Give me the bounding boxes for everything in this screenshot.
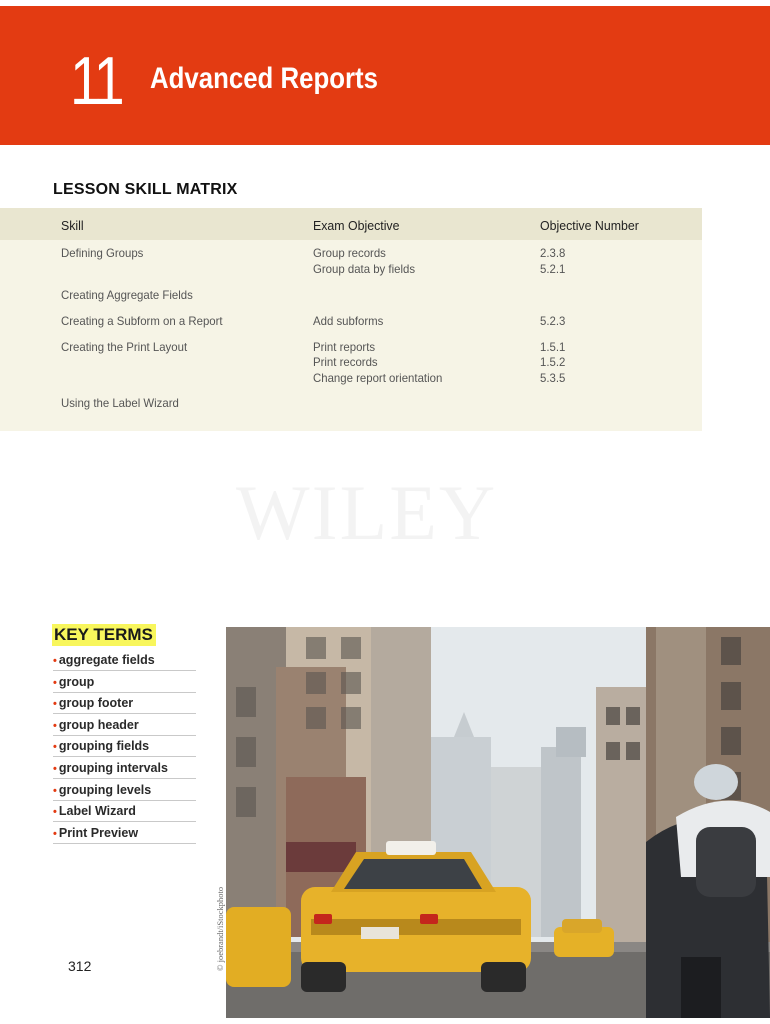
city-street-photo	[226, 627, 770, 1018]
bullet-icon: •	[53, 784, 57, 797]
key-term-label: aggregate fields	[58, 653, 155, 667]
bullet-icon: •	[53, 806, 57, 819]
key-term-item	[53, 650, 196, 671]
skill-cell: Using the Label Wizard	[61, 396, 179, 410]
key-term-label: group footer	[58, 696, 134, 711]
key-terms-title: KEY TERMS	[52, 624, 156, 646]
key-term-item	[53, 823, 196, 844]
objective-cell: Print records	[313, 355, 378, 369]
bullet-icon: •	[53, 741, 57, 754]
objective-number-cell: 1.5.2	[540, 355, 566, 369]
bullet-icon: •	[53, 762, 57, 775]
skill-matrix-table	[0, 208, 702, 431]
objective-number-cell: 5.2.3	[540, 314, 566, 328]
publisher-watermark: WILEY	[236, 469, 498, 556]
objective-cell: Group records	[313, 246, 386, 260]
skill-matrix-header-row	[0, 208, 702, 240]
key-term-item	[53, 672, 196, 693]
skill-cell: Creating a Subform on a Report	[61, 314, 223, 328]
chapter-number: 11	[70, 43, 122, 119]
column-header-skill: Skill	[61, 218, 84, 233]
bullet-icon: •	[53, 655, 57, 667]
skill-cell: Creating the Print Layout	[61, 340, 188, 354]
page-number: 312	[68, 958, 92, 974]
objective-number-cell: 2.3.8	[540, 246, 566, 260]
key-term-item	[53, 715, 196, 736]
key-term-label: grouping intervals	[58, 760, 168, 775]
skill-matrix-heading: LESSON SKILL MATRIX	[53, 181, 238, 198]
key-term-item	[53, 693, 196, 714]
objective-cell: Group data by fields	[313, 262, 416, 276]
chapter-title: Advanced Reports	[150, 62, 378, 95]
objective-cell: Add subforms	[313, 314, 384, 328]
key-term-item	[53, 758, 196, 779]
skill-cell: Creating Aggregate Fields	[61, 288, 193, 302]
key-term-label: grouping fields	[58, 739, 150, 754]
key-term-label: grouping levels	[58, 782, 152, 797]
key-term-label: group header	[58, 717, 139, 732]
objective-number-cell: 1.5.1	[540, 340, 566, 354]
photo-credit: © joebrandt/iStockphoto	[215, 886, 225, 971]
column-header-exam-objective: Exam Objective	[313, 218, 400, 233]
bullet-icon: •	[53, 827, 57, 840]
key-term-item	[53, 780, 196, 801]
objective-number-cell: 5.2.1	[540, 262, 566, 276]
key-terms-list	[53, 650, 196, 844]
key-term-item	[53, 736, 196, 757]
chapter-banner	[0, 6, 770, 145]
skill-cell: Defining Groups	[61, 246, 144, 260]
objective-number-cell: 5.3.5	[540, 371, 566, 385]
bullet-icon: •	[53, 698, 57, 711]
objective-cell: Change report orientation	[313, 371, 443, 385]
column-header-objective-number: Objective Number	[540, 218, 639, 233]
key-term-label: Print Preview	[58, 825, 139, 840]
bullet-icon: •	[53, 676, 57, 689]
objective-cell: Print reports	[313, 340, 376, 354]
key-term-label: group	[58, 674, 95, 689]
bullet-icon: •	[53, 719, 57, 732]
key-term-label: Label Wizard	[58, 804, 136, 819]
key-term-item	[53, 801, 196, 822]
